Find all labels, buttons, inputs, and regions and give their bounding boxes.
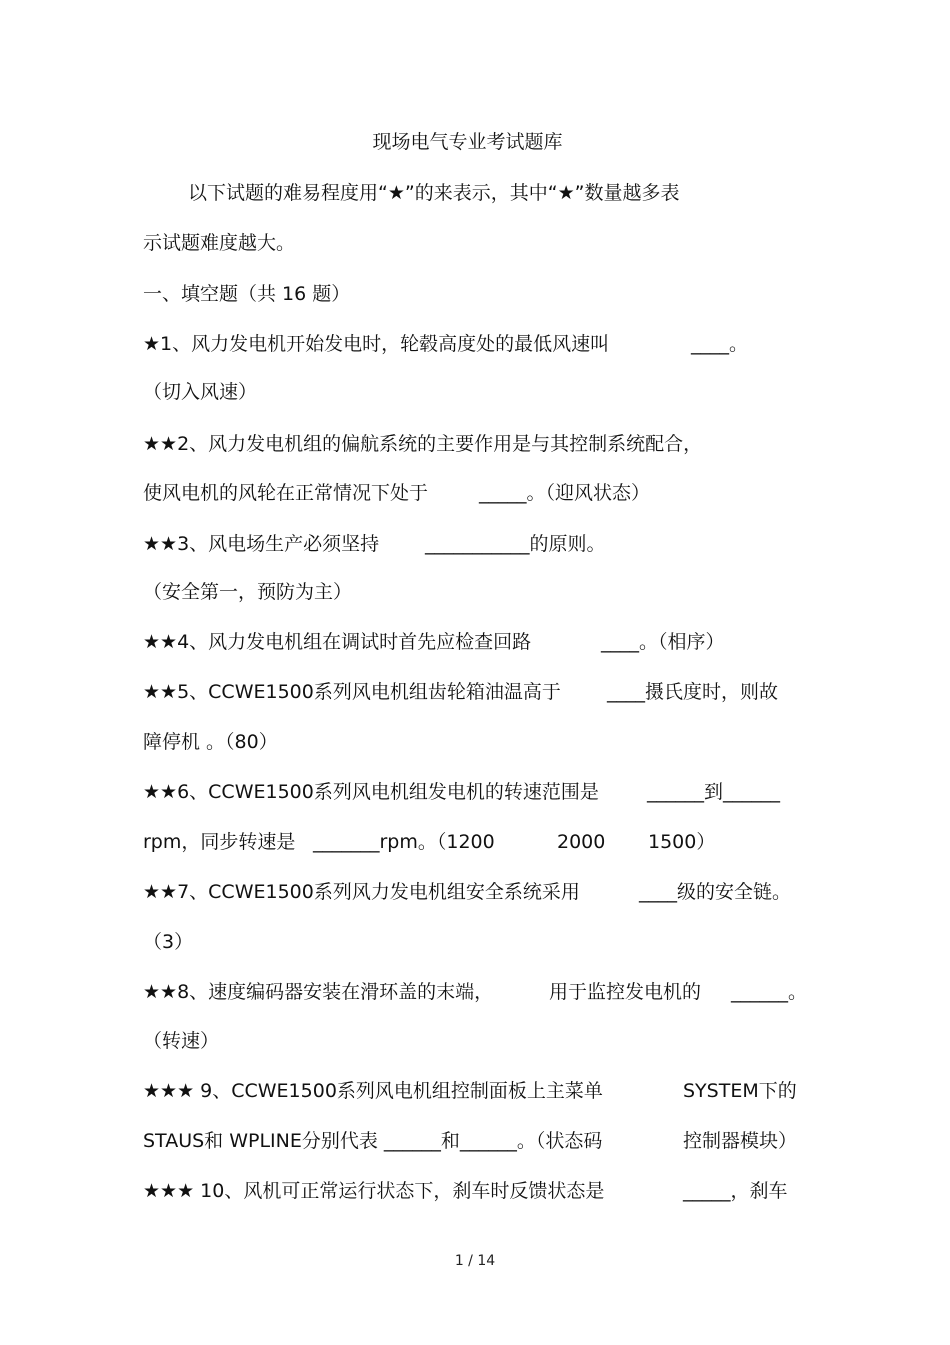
answer-value: 2000 [557,831,606,853]
answer-blank: _____。（迎风状态） [479,482,651,504]
question-3-answer: （安全第一，预防为主） [143,581,353,603]
question-text: STAUS和 WPLINE分别代表 ______和______。（状态码 [143,1130,603,1152]
question-text: ★★6、CCWE1500系列风电机组发电机的转速范围是 [143,781,599,803]
question-5-line-2: 障停机 。（80） [143,731,278,753]
question-text: ★★★ 9、CCWE1500系列风电机组控制面板上主菜单 [143,1080,603,1102]
question-text: rpm，同步转速是 [143,831,296,853]
question-text: ★★★ 10、风机可正常运行状态下，刹车时反馈状态是 [143,1180,605,1202]
answer-value: 1500） [648,831,716,853]
answer-blank: _______rpm。（1200 [313,831,495,853]
question-text: 使风电机的风轮在正常情况下处于 [143,482,429,504]
answer-blank: _____，刹车 [683,1180,788,1202]
question-7-answer: （3） [143,931,194,953]
answer-blank: ____摄氏度时，则故 [607,681,779,703]
page-number: 1 / 14 [454,1253,496,1269]
intro-line-2: 示试题难度越大。 [143,232,296,254]
question-text: ★★5、CCWE1500系列风电机组齿轮箱油温高于 [143,681,561,703]
answer-blank: ______到______ [647,781,781,803]
document-title: 现场电气专业考试题库 [372,131,563,153]
answer-value: 控制器模块） [683,1130,798,1152]
answer-blank: ______。 [731,981,808,1003]
section-heading: 一、填空题（共 16 题） [143,283,351,305]
answer-blank: ____。（相序） [601,631,725,653]
question-text: ★★7、CCWE1500系列风力发电机组安全系统采用 [143,881,580,903]
question-text: ★1、风力发电机开始发电时，轮毂高度处的最低风速叫 [143,333,610,355]
question-8-answer: （转速） [143,1030,220,1052]
question-text: ★★3、风电场生产必须坚持 [143,533,380,555]
question-text: SYSTEM下的 [683,1080,797,1102]
answer-blank: ____。 [691,333,749,355]
question-text: ★★8、速度编码器安装在滑环盖的末端， [143,981,494,1003]
question-text: 用于监控发电机的 [549,981,702,1003]
intro-line-1: 以下试题的难易程度用“★”的来表示，其中“★”数量越多表 [188,182,680,204]
question-2: ★★2、风力发电机组的偏航系统的主要作用是与其控制系统配合， [143,433,703,455]
answer-blank: ___________的原则。 [425,533,606,555]
answer-blank: ____级的安全链。 [639,881,792,903]
question-1-answer: （切入风速） [143,381,258,403]
question-text: ★★4、风力发电机组在调试时首先应检查回路 [143,631,532,653]
